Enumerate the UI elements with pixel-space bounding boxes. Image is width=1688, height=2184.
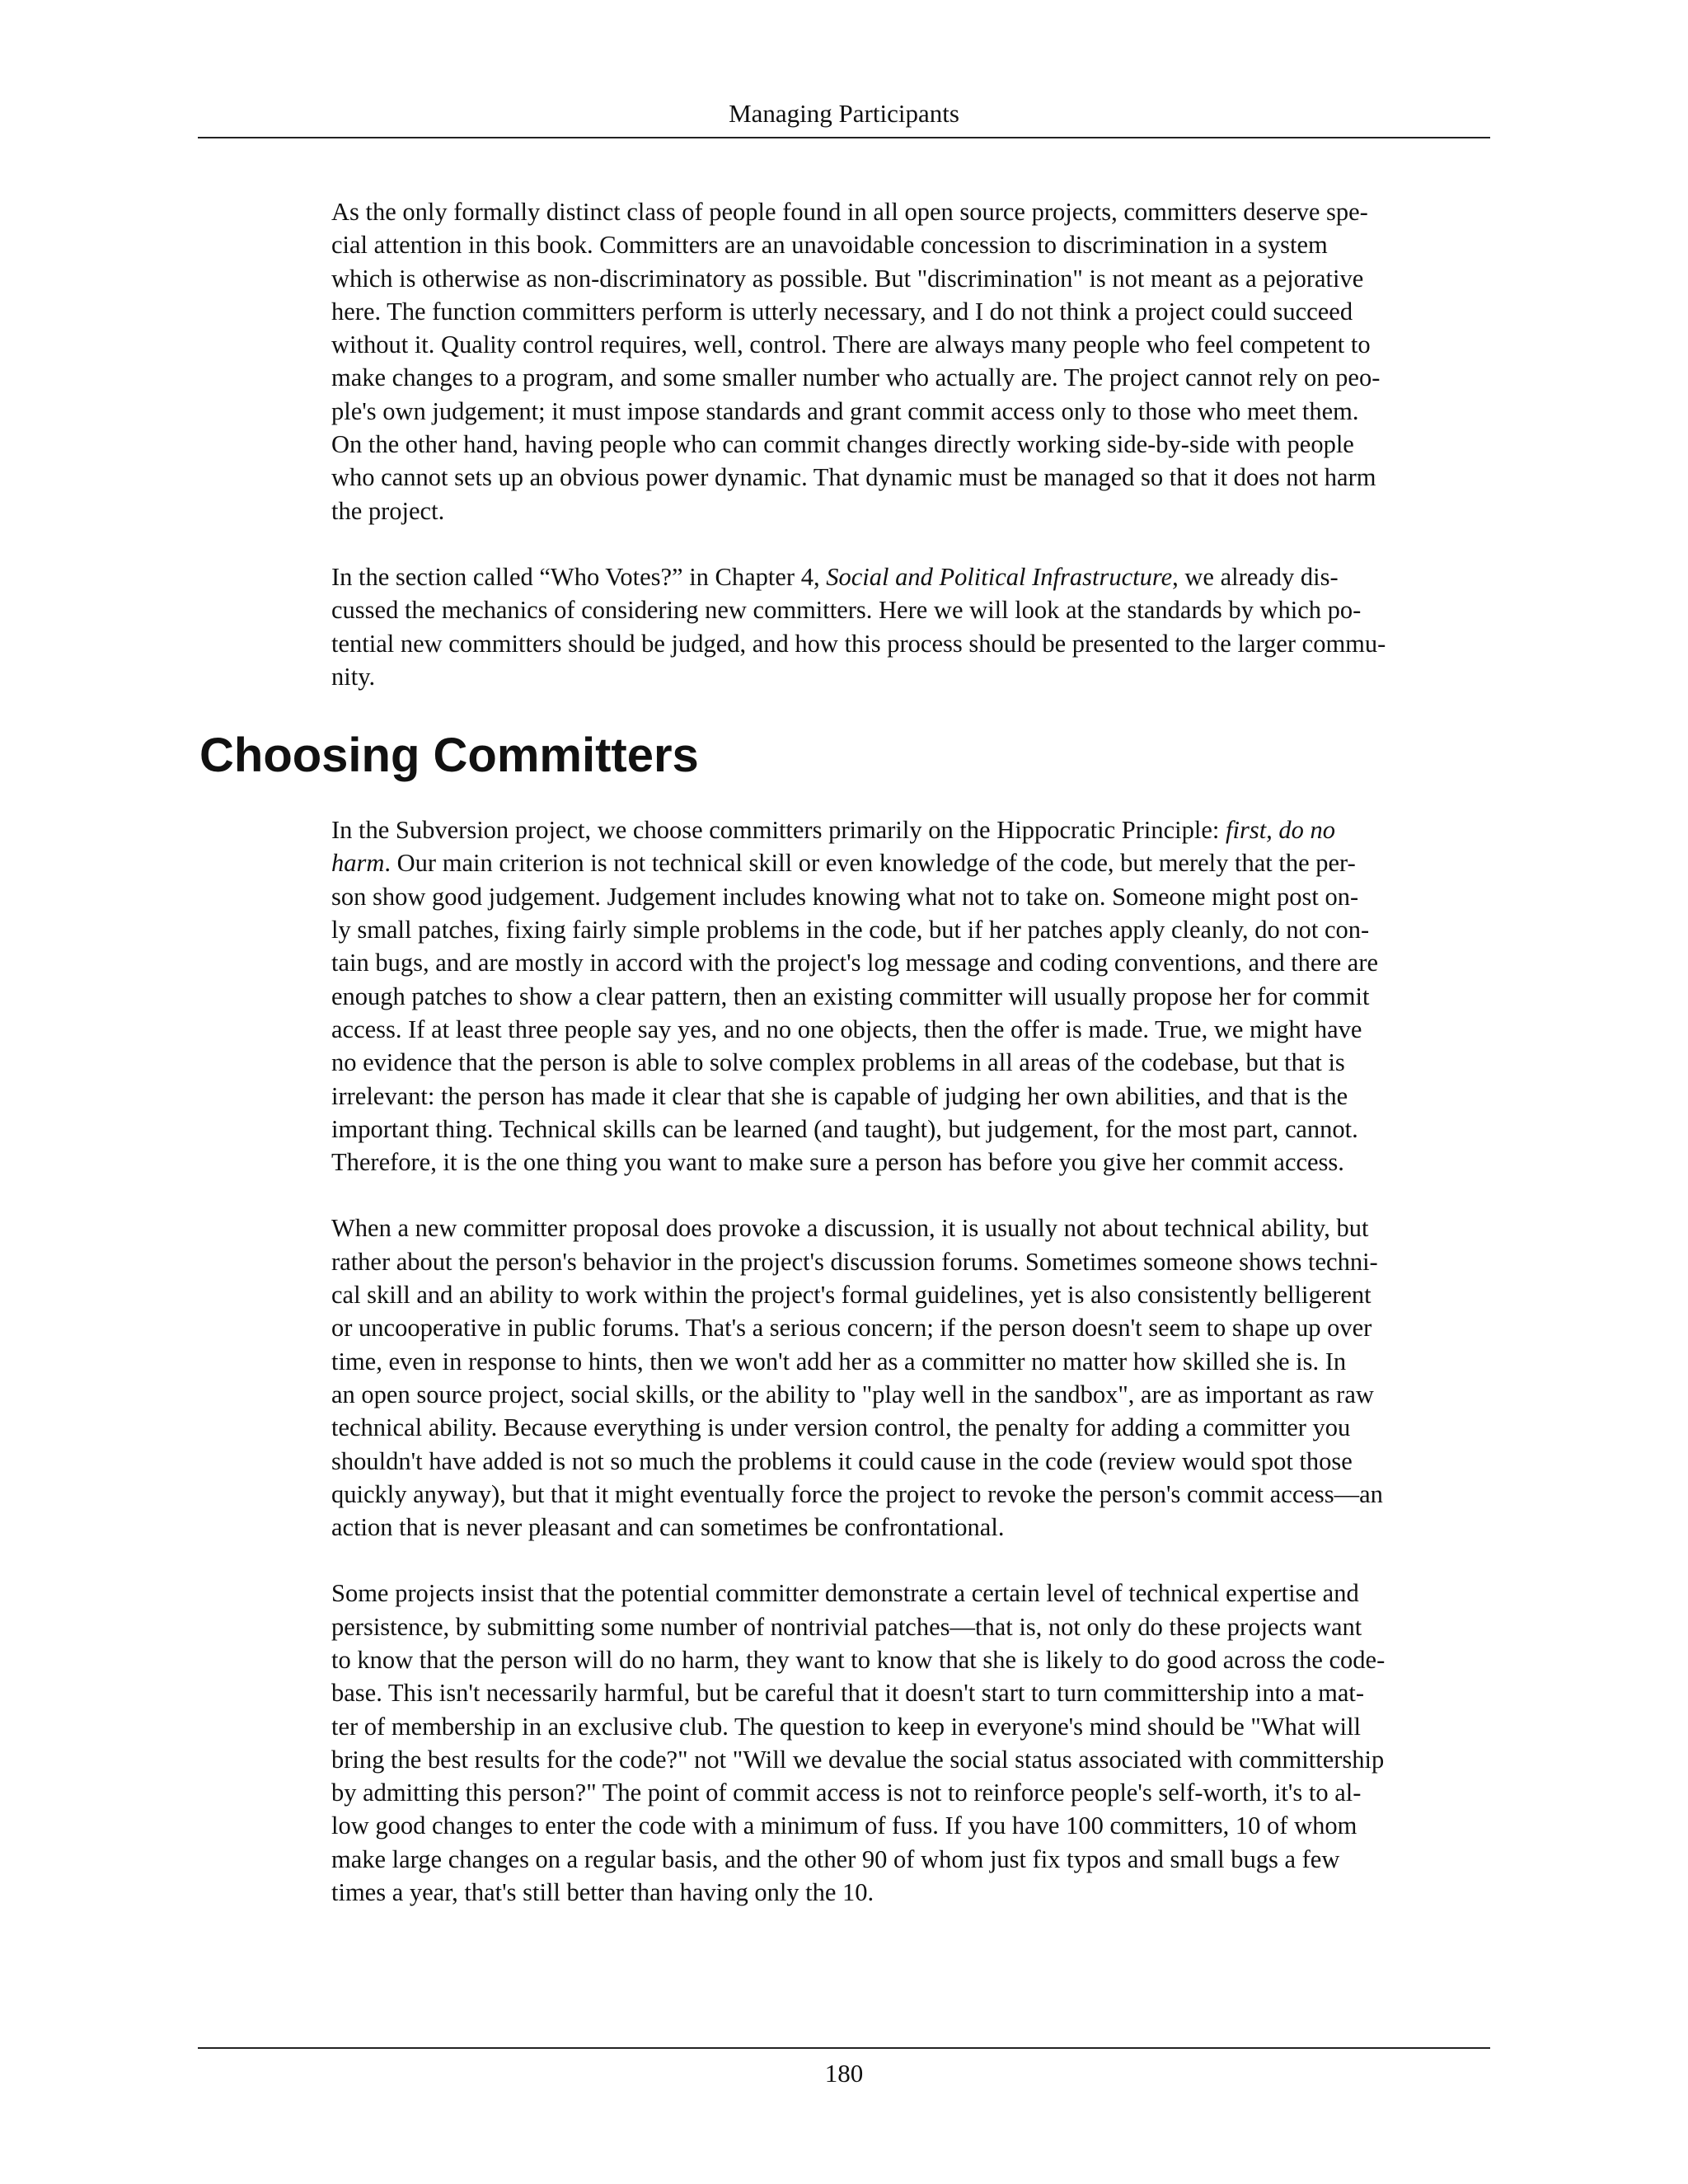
- text-line: On the other hand, having people who can commit changes directly working side-by-side with people: [331, 430, 1354, 459]
- text-line: rather about the person's behavior in the project's discussion forums. Sometimes someone shows techni-: [331, 1247, 1378, 1276]
- text-line: shouldn't have added is not so much the problems it could cause in the code (review would spot those: [331, 1446, 1353, 1475]
- emphasis: first, do no: [1226, 816, 1336, 845]
- page-body: [0, 195, 1688, 1942]
- text-line: tain bugs, and are mostly in accord with the project's log message and coding conventions, and there are: [331, 949, 1379, 977]
- text-line: As the only formally distinct class of people found in all open source projects, committers deserve spe-: [331, 198, 1368, 226]
- text-line: no evidence that the person is able to solve complex problems in all areas of the codebase, but that is: [331, 1048, 1345, 1077]
- text-line: by admitting this person?" The point of commit access is not to reinforce people's self-worth, it's to al-: [331, 1779, 1362, 1807]
- text-line: to know that the person will do no harm, they want to know that she is likely to do good across the code-: [331, 1645, 1386, 1674]
- text-line: access. If at least three people say yes, and no one objects, then the offer is made. True, we might have: [331, 1015, 1362, 1043]
- text-line: enough patches to show a clear pattern, then an existing committer will usually propose her for commit: [331, 982, 1370, 1010]
- emphasis: harm: [331, 849, 385, 878]
- chapter-title-link[interactable]: Social and Political Infrastructure: [826, 562, 1173, 591]
- text-line: ple's own judgement; it must impose standards and grant commit access only to those who meet them.: [331, 396, 1359, 425]
- page-number: 180: [824, 2059, 864, 2088]
- text-line: Some projects insist that the potential committer demonstrate a certain level of technical expertise and: [331, 1579, 1359, 1608]
- text-line: quickly anyway), but that it might eventually force the project to revoke the person's commit access—an: [331, 1479, 1383, 1508]
- text-line: make changes to a program, and some smaller number who actually are. The project cannot rely on peo-: [331, 363, 1381, 392]
- text-line: Therefore, it is the one thing you want to make sure a person has before you give her commit access.: [331, 1148, 1344, 1177]
- text-line: or uncooperative in public forums. That's a serious concern; if the person doesn't seem to shape up over: [331, 1314, 1372, 1343]
- section-paragraph-2: [331, 1212, 1492, 1544]
- text-line: without it. Quality control requires, well, control. There are always many people who feel competent to: [331, 330, 1371, 359]
- text-line: which is otherwise as non-discriminatory as possible. But "discrimination" is not meant as a pejorative: [331, 264, 1364, 293]
- section-paragraph-1: [331, 813, 1492, 1179]
- footer-rule: [198, 2047, 1490, 2049]
- text-line: ter of membership in an exclusive club. The question to keep in everyone's mind should be "What will: [331, 1712, 1361, 1741]
- text-line: low good changes to enter the code with a minimum of fuss. If you have 100 committers, 10 of whom: [331, 1811, 1357, 1840]
- running-header: Managing Participants: [729, 99, 959, 128]
- text-line: the project.: [331, 496, 445, 525]
- intro-paragraph-1: [331, 195, 1492, 527]
- text-run: . Our main criterion is not technical skill or even knowledge of the code, but merely that the per-: [384, 849, 1356, 878]
- text-run: , we already dis-: [1172, 562, 1339, 591]
- text-line: ly small patches, fixing fairly simple problems in the code, but if her patches apply cleanly, do not con-: [331, 916, 1370, 944]
- text-run: In the section called “Who Votes?” in Chapter 4,: [331, 562, 827, 591]
- text-run: In the Subversion project, we choose committers primarily on the Hippocratic Principle:: [331, 816, 1226, 845]
- text-line: When a new committer proposal does provoke a discussion, it is usually not about technical ability, but: [331, 1214, 1369, 1243]
- text-line: nity.: [331, 662, 376, 691]
- text-line: cial attention in this book. Committers are an unavoidable concession to discrimination in a system: [331, 231, 1328, 260]
- text-line: irrelevant: the person has made it clear that she is capable of judging her own abilities, and that is the: [331, 1081, 1348, 1110]
- text-line: important thing. Technical skills can be learned (and taught), but judgement, for the most part, cannot.: [331, 1114, 1358, 1143]
- text-line: tential new committers should be judged, and how this process should be presented to the larger commu-: [331, 629, 1386, 658]
- text-line: [331, 813, 1492, 846]
- intro-paragraph-2: [331, 560, 1492, 693]
- text-line: here. The function committers perform is utterly necessary, and I do not think a project could succeed: [331, 297, 1353, 326]
- section-paragraph-3: [331, 1577, 1492, 1909]
- text-line: [331, 560, 1492, 593]
- text-line: action that is never pleasant and can sometimes be confrontational.: [331, 1513, 1005, 1542]
- text-line: an open source project, social skills, or the ability to "play well in the sandbox", are as important as raw: [331, 1380, 1374, 1408]
- text-line: who cannot sets up an obvious power dynamic. That dynamic must be managed so that it does not harm: [331, 463, 1376, 492]
- header-rule: [198, 137, 1490, 138]
- text-line: [331, 846, 1492, 879]
- text-line: times a year, that's still better than having only the 10.: [331, 1878, 874, 1907]
- text-line: bring the best results for the code?" not "Will we devalue the social status associated with committership: [331, 1745, 1385, 1774]
- text-line: make large changes on a regular basis, and the other 90 of whom just fix typos and small bugs a few: [331, 1844, 1340, 1873]
- text-line: base. This isn't necessarily harmful, but be careful that it doesn't start to turn committership into a mat-: [331, 1679, 1365, 1708]
- text-line: cal skill and an ability to work within the project's formal guidelines, yet is also consistently belligerent: [331, 1281, 1372, 1310]
- section-heading: Choosing Committers: [199, 729, 699, 783]
- text-line: technical ability. Because everything is under version control, the penalty for adding a committer you: [331, 1413, 1351, 1442]
- text-line: time, even in response to hints, then we won't add her as a committer no matter how skilled she is. In: [331, 1347, 1347, 1376]
- text-line: persistence, by submitting some number of nontrivial patches—that is, not only do these projects want: [331, 1612, 1362, 1641]
- text-line: cussed the mechanics of considering new committers. Here we will look at the standards by which po-: [331, 596, 1362, 625]
- text-line: son show good judgement. Judgement includes knowing what not to take on. Someone might post on-: [331, 882, 1359, 911]
